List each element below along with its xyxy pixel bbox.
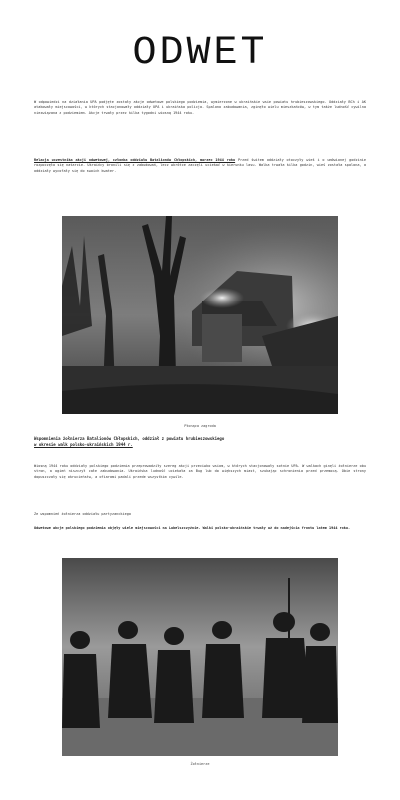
closing-paragraph: Odwetowe akcje polskiego podziemia objęły wiele miejscowości na Lubelszczyźnie. Walki polsko-ukraińskie trwały aż do nadejścia frontu latem 1944 roku.: [34, 526, 351, 530]
source-line-1: Wspomnienia żołnierza Batalionów Chłopskich, oddział z powiatu hrubieszowskiego: [34, 436, 225, 441]
photo2-caption: Żołnierze: [190, 762, 210, 766]
intro-paragraph: W odpowiedzi na działania UPA podjęte zostały akcje odwetowe polskiego podziemia, wymierzone w ukraińskie wsie powiatu hrubieszowskiego. Oddziały BCh i AK atakowały miejscowości, w których stacjonowały oddziały UPA i ukraińska policja. Spalono zabudowania, zginęło wielu mieszkańców, w tym także ludność cywilna niezwiązana z podziemiem. Akcje trwały przez kilka tygodni wiosną 1944 roku.: [34, 100, 366, 115]
source-note: [34, 436, 366, 447]
photo1-caption: Płonąca zagroda: [184, 424, 216, 428]
burning-farmstead-photo: [62, 216, 338, 414]
section-heading: Relacja uczestnika akcji odwetowej, członka oddziału Batalionów Chłopskich, marzec 1944 roku: [34, 158, 236, 162]
quote-line: Ze wspomnień żołnierza oddziału partyzanckiego: [34, 512, 131, 516]
section-text: Przed świtem oddziały otoczyły wieś i o umówionej godzinie rozpoczęło się natarcie. Ukraińcy bronili się z zabudowań, lecz wkrótce zaczęli uciekać w kierunku lasu. Walka trwała kilka godzin, wieś została spalona, a oddziały wycofały się do swoich kwater.: [34, 158, 366, 173]
section-paragraph: [34, 158, 366, 174]
source-line-2: w okresie walk polsko-ukraińskich 1944 r.: [34, 441, 133, 447]
page-title: ODWET: [132, 31, 268, 76]
soldiers-photo: [62, 558, 338, 756]
body-paragraph: Wiosną 1944 roku oddziały polskiego podziemia przeprowadziły szereg akcji przeciwko wsiom, w których stacjonowały sotnie UPA. W walkach ginęli żołnierze obu stron, a ogień niszczył całe zabudowania. Ukraińska ludność uciekała za Bug lub do większych miast, szukając schronienia przed przemocą. Obie strony dopuszczały się okrucieństw, a ofiarami padali przede wszystkim cywile.: [34, 464, 366, 479]
